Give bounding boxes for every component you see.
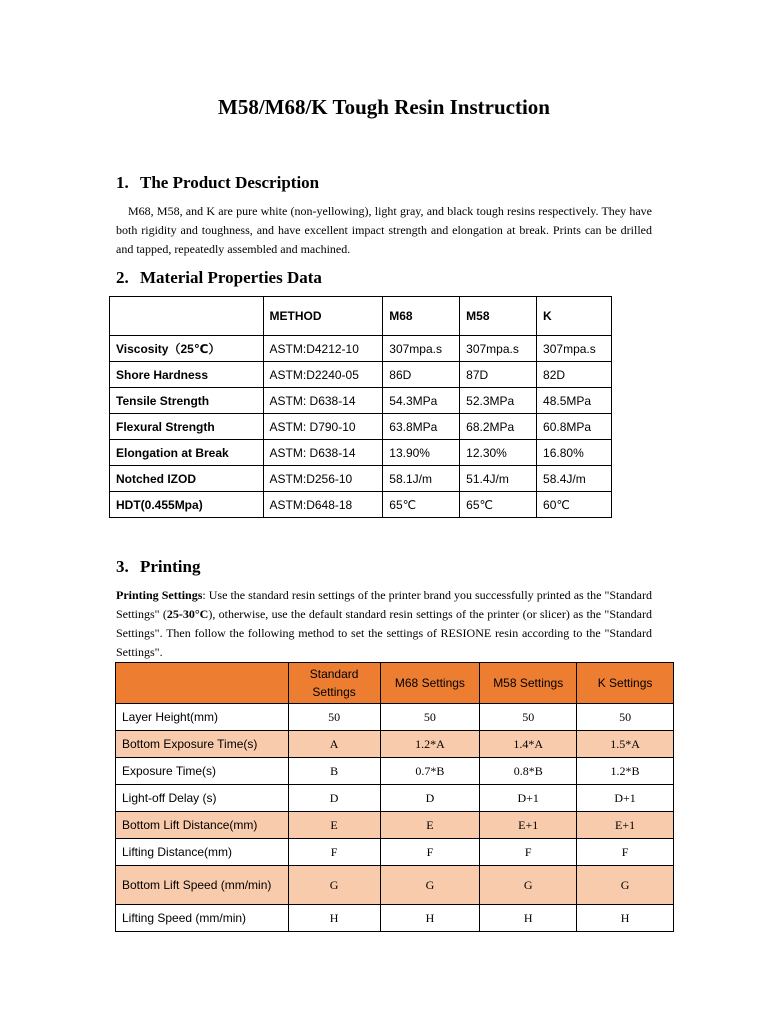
table-cell: E+1 xyxy=(480,812,577,839)
table-cell: ASTM:D2240-05 xyxy=(263,362,383,388)
printing-description xyxy=(116,586,652,662)
section-2-title: Material Properties Data xyxy=(140,268,322,287)
table-header-cell: K xyxy=(537,297,612,336)
table-cell: F xyxy=(288,839,380,866)
table-row xyxy=(110,362,612,388)
table-cell: G xyxy=(577,866,674,905)
table-cell: 82D xyxy=(537,362,612,388)
table-header-row xyxy=(110,297,612,336)
table-cell: 63.8MPa xyxy=(383,414,460,440)
table-cell: E+1 xyxy=(577,812,674,839)
property-name: Viscosity（25℃） xyxy=(110,336,264,362)
table-header-cell: M68 xyxy=(383,297,460,336)
table-header-cell xyxy=(116,663,289,704)
table-cell: F xyxy=(380,839,480,866)
table-cell: F xyxy=(480,839,577,866)
table-row xyxy=(110,492,612,518)
page-title: M58/M68/K Tough Resin Instruction xyxy=(218,95,550,119)
table-cell: 65℃ xyxy=(460,492,537,518)
table-cell: 50 xyxy=(480,704,577,731)
table-cell: ASTM: D790-10 xyxy=(263,414,383,440)
setting-name: Lifting Speed (mm/min) xyxy=(116,905,289,932)
section-1-number: 1. xyxy=(116,173,129,192)
table-header-row xyxy=(116,663,674,704)
table-cell: 307mpa.s xyxy=(460,336,537,362)
table-cell: 86D xyxy=(383,362,460,388)
section-3-title: Printing xyxy=(140,557,201,576)
printing-text-a: : Use the standard resin settings of the printer brand you successfully printed as the "Standard Settings" ( xyxy=(116,588,652,621)
setting-name: Layer Height(mm) xyxy=(116,704,289,731)
property-name: Notched IZOD xyxy=(110,466,264,492)
property-name: Tensile Strength xyxy=(110,388,264,414)
table-row xyxy=(116,839,674,866)
table-cell: H xyxy=(380,905,480,932)
property-name: Elongation at Break xyxy=(110,440,264,466)
table-cell: 1.5*A xyxy=(577,731,674,758)
setting-name: Bottom Exposure Time(s) xyxy=(116,731,289,758)
product-description-text: M68, M58, and K are pure white (non-yellowing), light gray, and black tough resins respectively. They have both rigidity and toughness, and have excellent impact strength and elongation at break. Prints can be drilled and tapped, repeatedly assembled and machined. xyxy=(116,204,652,256)
table-cell: 0.7*B xyxy=(380,758,480,785)
table-row xyxy=(116,866,674,905)
printing-text-b: ), otherwise, use the default standard resin settings of the printer (or slicer) as the "Standard Settings". Then follow the following method to set the settings of RESIONE resin according to the "Standard Settings". xyxy=(116,607,652,659)
table-cell: G xyxy=(480,866,577,905)
section-2-heading xyxy=(116,266,322,290)
table-cell: B xyxy=(288,758,380,785)
table-row xyxy=(110,336,612,362)
table-header-cell: M58 xyxy=(460,297,537,336)
printing-settings-label: Printing Settings xyxy=(116,588,203,602)
table-cell: 16.80% xyxy=(537,440,612,466)
table-row xyxy=(116,905,674,932)
table-row xyxy=(110,440,612,466)
table-cell: 0.8*B xyxy=(480,758,577,785)
table-header-cell: METHOD xyxy=(263,297,383,336)
section-1-title: The Product Description xyxy=(140,173,320,192)
table-row xyxy=(110,466,612,492)
section-2-number: 2. xyxy=(116,268,129,287)
table-cell: 54.3MPa xyxy=(383,388,460,414)
table-cell: ASTM:D648-18 xyxy=(263,492,383,518)
setting-name: Lifting Distance(mm) xyxy=(116,839,289,866)
table-cell: 60℃ xyxy=(537,492,612,518)
section-3-number: 3. xyxy=(116,557,129,576)
table-cell: ASTM: D638-14 xyxy=(263,388,383,414)
table-cell: 307mpa.s xyxy=(383,336,460,362)
table-cell: 51.4J/m xyxy=(460,466,537,492)
setting-name: Bottom Lift Distance(mm) xyxy=(116,812,289,839)
table-cell: 50 xyxy=(288,704,380,731)
table-cell: E xyxy=(288,812,380,839)
table-header-cell: Standard Settings xyxy=(288,663,380,704)
table-cell: 65℃ xyxy=(383,492,460,518)
table-row xyxy=(110,388,612,414)
table-cell: 58.1J/m xyxy=(383,466,460,492)
property-name: HDT(0.455Mpa) xyxy=(110,492,264,518)
table-header-cell: M68 Settings xyxy=(380,663,480,704)
table-row xyxy=(116,812,674,839)
table-cell: ASTM:D4212-10 xyxy=(263,336,383,362)
table-row xyxy=(116,704,674,731)
section-3-heading xyxy=(116,555,200,579)
table-cell: H xyxy=(577,905,674,932)
table-cell: D+1 xyxy=(577,785,674,812)
table-cell: G xyxy=(380,866,480,905)
table-cell: 48.5MPa xyxy=(537,388,612,414)
setting-name: Exposure Time(s) xyxy=(116,758,289,785)
table-cell: 58.4J/m xyxy=(537,466,612,492)
setting-name: Light-off Delay (s) xyxy=(116,785,289,812)
table-cell: 50 xyxy=(577,704,674,731)
section-1-heading xyxy=(116,171,319,195)
table-cell: 1.4*A xyxy=(480,731,577,758)
product-description xyxy=(116,202,652,259)
table-row xyxy=(116,785,674,812)
table-cell: 12.30% xyxy=(460,440,537,466)
table-cell: 68.2MPa xyxy=(460,414,537,440)
table-cell: 60.8MPa xyxy=(537,414,612,440)
property-name: Shore Hardness xyxy=(110,362,264,388)
temperature-range: 25-30°C xyxy=(166,607,209,621)
table-cell: ASTM: D638-14 xyxy=(263,440,383,466)
table-cell: H xyxy=(480,905,577,932)
table-cell: 307mpa.s xyxy=(537,336,612,362)
table-cell: 13.90% xyxy=(383,440,460,466)
table-cell: F xyxy=(577,839,674,866)
table-cell: G xyxy=(288,866,380,905)
table-header-cell: K Settings xyxy=(577,663,674,704)
table-cell: D xyxy=(288,785,380,812)
print-settings-table xyxy=(115,662,674,932)
table-cell: 1.2*A xyxy=(380,731,480,758)
setting-name: Bottom Lift Speed (mm/min) xyxy=(116,866,289,905)
table-cell: D+1 xyxy=(480,785,577,812)
table-cell: A xyxy=(288,731,380,758)
table-cell: 52.3MPa xyxy=(460,388,537,414)
table-row xyxy=(116,731,674,758)
table-cell: 87D xyxy=(460,362,537,388)
table-cell: 50 xyxy=(380,704,480,731)
table-row xyxy=(110,414,612,440)
table-row xyxy=(116,758,674,785)
table-header-cell xyxy=(110,297,264,336)
table-cell: 1.2*B xyxy=(577,758,674,785)
table-cell: ASTM:D256-10 xyxy=(263,466,383,492)
table-cell: E xyxy=(380,812,480,839)
table-cell: D xyxy=(380,785,480,812)
material-properties-table xyxy=(109,296,612,518)
table-cell: H xyxy=(288,905,380,932)
table-header-cell: M58 Settings xyxy=(480,663,577,704)
property-name: Flexural Strength xyxy=(110,414,264,440)
